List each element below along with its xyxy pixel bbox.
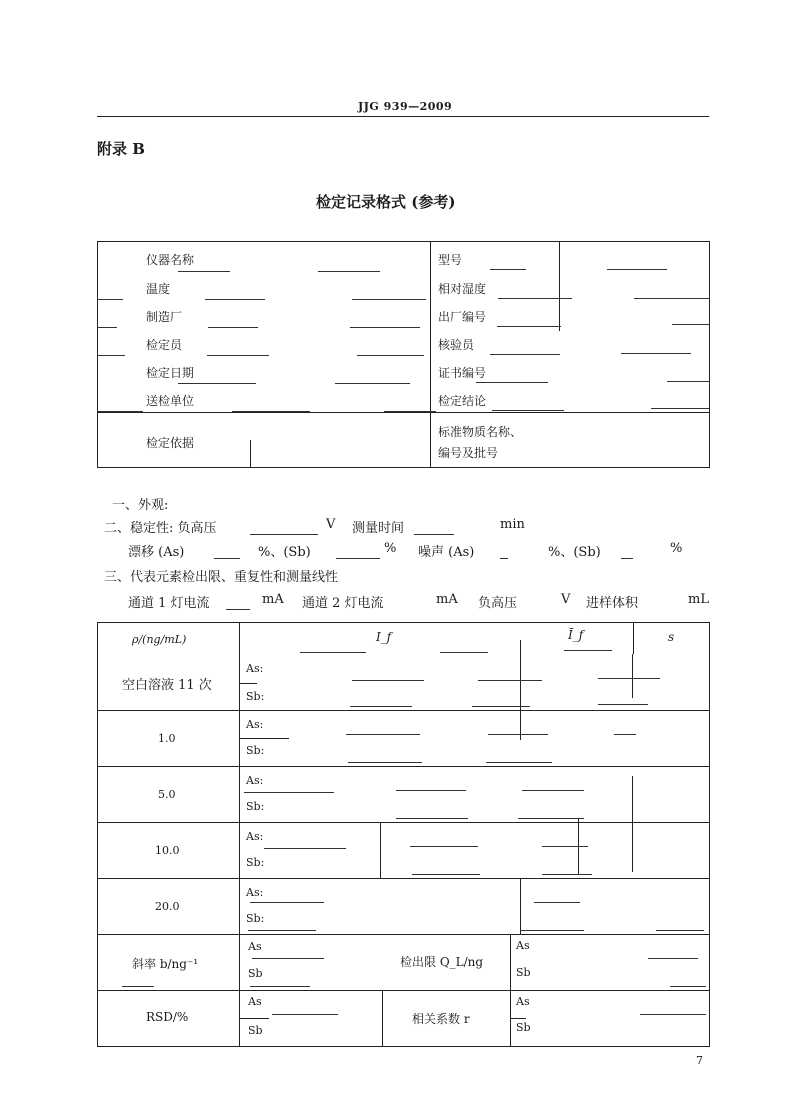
channel2-label: 通道 2 灯电流	[302, 596, 384, 611]
blank-sb: Sb:	[246, 690, 265, 703]
slope-as: As	[248, 940, 262, 953]
level20-as: As:	[246, 886, 264, 899]
drift-label: 漂移 (As)	[128, 545, 185, 560]
r-label: 相关系数 r	[412, 1012, 470, 1026]
lod-sb: Sb	[516, 966, 531, 979]
field-temperature: 温度	[146, 282, 171, 296]
level10-as: As:	[246, 830, 264, 843]
section-stability: 二、稳定性: 负高压	[104, 521, 217, 536]
field-model: 型号	[438, 253, 463, 267]
level5-as: As:	[246, 774, 264, 787]
injection-unit: mL	[688, 592, 709, 607]
col-sd: s	[668, 630, 675, 644]
blank-as: As:	[246, 662, 264, 675]
field-instrument-name: 仪器名称	[146, 253, 195, 267]
field-manufacturer: 制造厂	[146, 310, 183, 324]
section-detection: 三、代表元素检出限、重复性和测量线性	[104, 570, 339, 585]
rsd-as: As	[248, 995, 262, 1008]
level-1: 1.0	[158, 732, 176, 745]
level-10: 10.0	[155, 844, 180, 857]
drift-sb-label: %、(Sb)	[258, 545, 311, 560]
field-verifier: 检定员	[146, 338, 183, 352]
blank-label: 空白溶液 11 次	[122, 678, 212, 693]
level1-as: As:	[246, 718, 264, 731]
col-mean: Ī_f	[568, 628, 584, 642]
standard-code: JJG 939—2009	[358, 100, 453, 113]
col-concentration: ρ/(ng/mL)	[132, 633, 187, 646]
field-standard-2: 编号及批号	[438, 446, 499, 460]
channel1-label: 通道 1 灯电流	[128, 596, 210, 611]
field-humidity: 相对湿度	[438, 282, 487, 296]
noise-sb-label: %、(Sb)	[548, 545, 601, 560]
field-checker: 核验员	[438, 338, 475, 352]
level1-sb: Sb:	[246, 744, 265, 757]
col-intensity: I_f	[376, 630, 392, 644]
stability-time-label: 测量时间	[352, 521, 405, 536]
injection-label: 进样体积	[586, 596, 639, 611]
appendix-title: 附录 B	[97, 140, 145, 158]
field-submitter: 送检单位	[146, 394, 195, 408]
lod-as: As	[516, 939, 530, 952]
channel2-unit: mA	[436, 592, 458, 607]
stability-unit-v: V	[326, 517, 336, 532]
stability-unit-min: min	[500, 517, 525, 532]
level10-sb: Sb:	[246, 856, 265, 869]
noise-pct: %	[670, 541, 683, 556]
slope-sb: Sb	[248, 967, 263, 980]
channel1-unit: mA	[262, 592, 284, 607]
field-serial: 出厂编号	[438, 310, 487, 324]
slope-label: 斜率 b/ng⁻¹	[132, 957, 199, 971]
neg-hv-unit: V	[561, 592, 571, 607]
field-standard-1: 标准物质名称、	[438, 425, 523, 439]
neg-hv-label: 负高压	[478, 596, 518, 611]
lod-label: 检出限 Q_L/ng	[400, 955, 484, 969]
rsd-sb: Sb	[248, 1024, 263, 1037]
level5-sb: Sb:	[246, 800, 265, 813]
drift-pct: %	[384, 541, 397, 556]
rsd-label: RSD/%	[146, 1010, 189, 1024]
r-sb: Sb	[516, 1021, 531, 1034]
page-number: 7	[696, 1054, 703, 1067]
level-20: 20.0	[155, 900, 180, 913]
noise-label: 噪声 (As)	[418, 545, 475, 560]
record-title: 检定记录格式 (参考)	[316, 193, 456, 211]
field-certificate: 证书编号	[438, 366, 487, 380]
r-as: As	[516, 995, 530, 1008]
field-date: 检定日期	[146, 366, 195, 380]
section-appearance: 一、外观:	[112, 498, 169, 513]
level20-sb: Sb:	[246, 912, 265, 925]
field-conclusion: 检定结论	[438, 394, 487, 408]
field-basis: 检定依据	[146, 436, 195, 450]
level-5: 5.0	[158, 788, 176, 801]
header-rule	[97, 116, 709, 117]
